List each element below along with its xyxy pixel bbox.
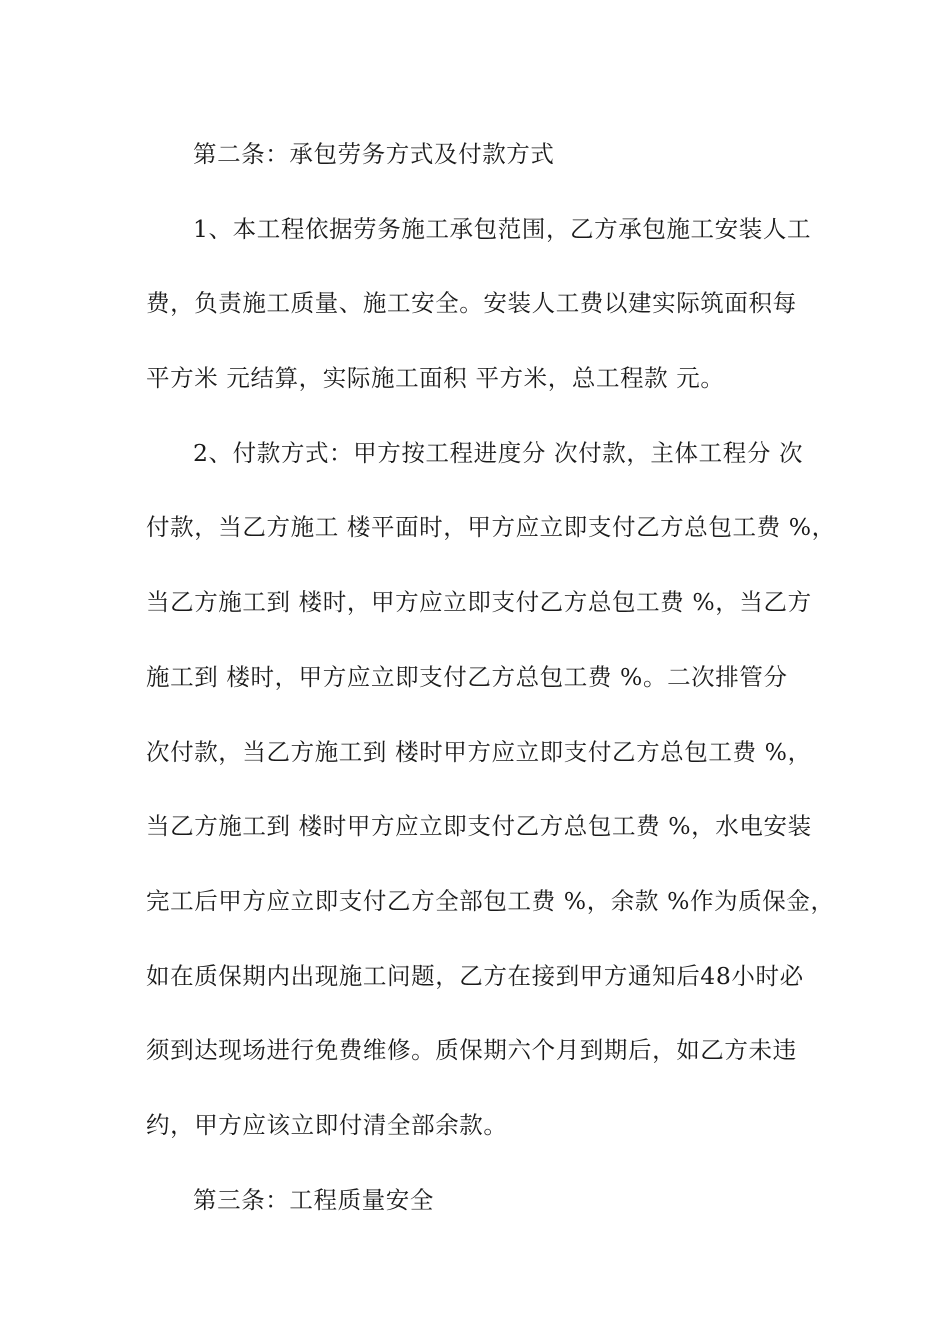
paragraph-line: 2、付款方式：甲方按工程进度分 次付款，主体工程分 次 [193,438,804,467]
paragraph-line: 完工后甲方应立即支付乙方全部包工费 %，余款 %作为质保金， [146,886,835,915]
document-page [146,130,836,1250]
paragraph-line: 付款，当乙方施工 楼平面时，甲方应立即支付乙方总包工费 %， [146,513,836,542]
paragraph-line: 平方米 元结算，实际施工面积 平方米，总工程款 元。 [146,364,725,393]
paragraph-line: 费，负责施工质量、施工安全。安装人工费以建实际筑面积每 [146,289,797,318]
paragraph-line: 1、本工程依据劳务施工承包范围，乙方承包施工安装人工 [193,214,812,243]
paragraph-line: 当乙方施工到 楼时，甲方应立即支付乙方总包工费 %，当乙方 [146,588,812,617]
section-heading-article-3: 第三条：工程质量安全 [193,1185,434,1214]
paragraph-line: 约，甲方应该立即付清全部余款。 [146,1110,508,1139]
section-heading-article-2: 第二条：承包劳务方式及付款方式 [193,140,555,168]
paragraph-line: 施工到 楼时，甲方应立即支付乙方总包工费 %。二次排管分 [146,662,788,691]
paragraph-line: 当乙方施工到 楼时甲方应立即支付乙方总包工费 %，水电安装 [146,812,812,841]
paragraph-line: 须到达现场进行免费维修。质保期六个月到期后，如乙方未违 [146,1036,797,1065]
paragraph-line: 如在质保期内出现施工问题，乙方在接到甲方通知后48小时必 [146,961,804,990]
paragraph-line: 次付款，当乙方施工到 楼时甲方应立即支付乙方总包工费 %， [146,737,812,766]
